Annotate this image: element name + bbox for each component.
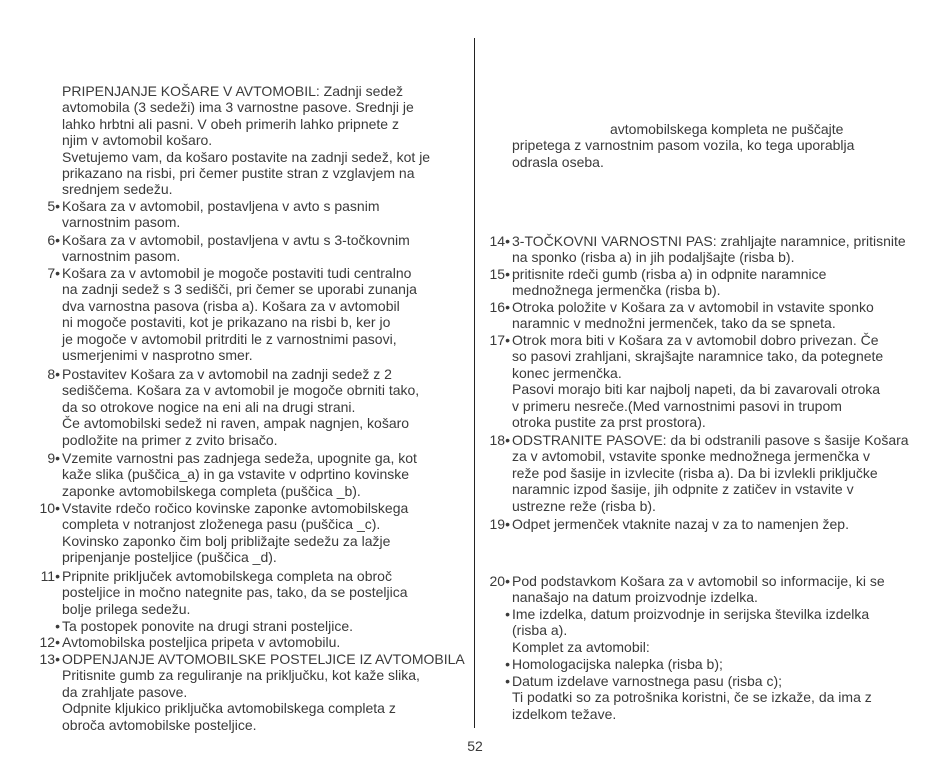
text-line: Avtomobilska posteljica pripeta v avtomobilu.	[62, 634, 341, 650]
text-line: ODPENJANJE AVTOMOBILSKE POSTELJICE IZ AVTOMOBILA	[62, 651, 465, 667]
page-number: 52	[467, 738, 483, 754]
item-number: 15•	[489, 266, 510, 282]
text-line: v primeru nesreče.(Med varnostnimi pasovi in trupom	[512, 397, 842, 414]
text-line: Ti podatki so za potrošnika koristni, če se izkaže, da ima z	[512, 689, 872, 706]
item-number: 11•	[40, 568, 60, 584]
text-line: na zadnji sedež s 3 sedišči, pri čemer se uporabi zunanja	[62, 281, 417, 298]
text-line: Otrok mora biti v Košara za v avtomobil dobro privezan. Če	[512, 332, 879, 348]
text-line: kaže slika (puščica_a) in ga vstavite v odprtino kovinske	[62, 466, 410, 483]
item-number: 9•	[47, 450, 60, 466]
text-line: 3-TOČKOVNI VARNOSTNI PAS: zrahljajte naramnice, pritisnite	[512, 233, 906, 249]
text-line: Košara za v avtomobil, postavljena v avto s pasnim	[62, 198, 380, 214]
text-line: ni mogoče postaviti, kot je prikazano na risbi b, ker jo	[62, 314, 391, 331]
item-number: 13•	[39, 651, 60, 667]
item-number: 8•	[47, 366, 60, 382]
text-line: completa v notranjost zloženega pasu (puščica _c).	[62, 516, 381, 533]
text-line: Pripnite priključek avtomobilskega completa na obroč	[62, 568, 392, 584]
text-line: avtomobilskega kompleta ne puščajte	[610, 121, 844, 137]
text-line: Svetujemo vam, da košaro postavite na zadnji sedež, kot je	[62, 148, 431, 165]
text-line: pripetega z varnostnim pasom vozila, ko tega uporablja	[512, 137, 855, 154]
text-line: prikazano na risbi, pri čemer pustite stran z vzglavjem na	[62, 165, 415, 182]
text-line: Kovinsko zaponko čim bolj približajte sedežu za lažje	[62, 532, 391, 549]
text-line: Košara za v avtomobil, postavljena v avtu s 3-točkovnim	[62, 232, 410, 248]
item-number: 18•	[489, 432, 510, 448]
text-line: izdelkom težave.	[512, 705, 617, 722]
text-line: naramnic izpod šasije, jih odpnite z zatičev in vstavite v	[512, 481, 854, 498]
item-number: 5•	[47, 198, 60, 214]
item-number: 19•	[489, 516, 510, 532]
text-line: zaponke avtomobilskega completa (puščica _b).	[62, 482, 361, 499]
text-line: ustrezne reže (risba b).	[512, 497, 656, 514]
text-line: PRIPENJANJE KOŠARE V AVTOMOBIL: Zadnji sedež	[62, 83, 404, 99]
text-line: Odpnite kljukico priključka avtomobilskega completa z	[62, 700, 396, 717]
text-line: za v avtomobil, vstavite sponke mednožnega jermenčka v	[512, 448, 870, 465]
intro-paragraph	[62, 83, 487, 198]
text-line: bolje prilega sedežu.	[62, 600, 191, 617]
text-line: da zrahljate pasove.	[62, 683, 188, 700]
text-line: Pod podstavkom Košara za v avtomobil so informacije, ki se	[512, 573, 885, 589]
text-line: usmerjenimi v nasprotno smer.	[62, 347, 253, 364]
text-line: Vstavite rdečo ročico kovinske zaponke avtomobilskega	[62, 500, 409, 516]
text-line: varnostnim pasom.	[62, 214, 181, 231]
text-line: Otroka položite v Košara za v avtomobil in vstavite sponko	[512, 299, 874, 315]
item-number: 16•	[489, 299, 510, 315]
text-line: (risba a).	[512, 622, 568, 639]
text-line: odrasla oseba.	[512, 153, 604, 170]
text-line: varnostnim pasom.	[62, 248, 181, 265]
text-line: Pritisnite gumb za reguliranje na priključku, kot kaže slika,	[62, 667, 420, 684]
text-line: Pasovi morajo biti kar najbolj napeti, da bi zavarovali otroka	[512, 381, 881, 398]
text-line: pritisnite rdeči gumb (risba a) in odpnite naramnice	[512, 266, 827, 282]
text-line: da so otrokove nogice na eni ali na drugi strani.	[62, 398, 356, 415]
text-line: Ta postopek ponovite na drugi strani posteljice.	[62, 618, 354, 634]
item-number: 14•	[489, 233, 510, 249]
text-line: reže pod šasije in izvlecite (risba a). Da bi izvlekli priključke	[512, 464, 878, 481]
text-line: Vzemite varnostni pas zadnjega sedeža, upognite ga, kot	[62, 450, 417, 466]
text-line: srednjem sedežu.	[62, 181, 173, 198]
text-line: ODSTRANITE PASOVE: da bi odstranili pasove s šasije Košara	[512, 432, 909, 448]
item-number: •	[505, 656, 510, 672]
item-number: 20•	[489, 573, 510, 589]
text-line: Ime izdelka, datum proizvodnje in serijska številka izdelka	[512, 606, 870, 622]
text-line: Odpet jermenček vtaknite nazaj v za to namenjen žep.	[512, 516, 849, 532]
text-line: lahko hrbtni ali pasni. V obeh primerih lahko pripnete z	[62, 115, 399, 132]
text-line: dva varnostna pasova (risba a). Košara za v avtomobil	[62, 297, 400, 314]
text-line: naramnic v mednožni jermenček, tako da se spneta.	[512, 315, 836, 332]
text-line: so pasovi zrahljani, skrajšajte naramnice tako, da potegnete	[512, 348, 884, 365]
item-number: 7•	[47, 265, 60, 281]
text-line: je mogoče v avtomobil pritrditi le z varnostnimi pasovi,	[62, 330, 397, 347]
text-line: Komplet za avtomobil:	[512, 638, 650, 655]
warning-paragraph	[512, 121, 937, 170]
text-line: na sponko (risba a) in jih podaljšajte (risba b).	[512, 249, 795, 266]
text-line: Košara za v avtomobil je mogoče postaviti tudi centralno	[62, 265, 412, 281]
text-line: posteljice in močno nategnite pas, tako, da se posteljica	[62, 584, 408, 601]
item-number: •	[55, 618, 60, 634]
text-line: podložite na primer z zvito brisačo.	[62, 431, 278, 448]
text-line: konec jermenčka.	[512, 364, 622, 381]
text-line: obroča avtomobilske posteljice.	[62, 716, 257, 733]
text-line: pripenjanje posteljice (puščica _d).	[62, 549, 277, 566]
item-number: 6•	[47, 232, 60, 248]
text-line: Postavitev Košara za v avtomobil na zadnji sedež z 2	[62, 366, 392, 382]
text-line: mednožnega jermenčka (risba b).	[512, 282, 721, 299]
item-number: •	[505, 673, 510, 689]
item-number: 10•	[39, 500, 60, 516]
text-line: Datum izdelave varnostnega pasu (risba c);	[512, 673, 783, 689]
text-line: avtomobila (3 sedeži) ima 3 varnostne pasove. Srednji je	[62, 99, 414, 116]
text-line: otroka pustite za prst prostora).	[512, 414, 706, 431]
item-number: 12•	[39, 634, 60, 650]
item-number: •	[505, 606, 510, 622]
text-line: nanašajo na datum proizvodnje izdelka.	[512, 589, 758, 606]
text-line: sediščema. Košara za v avtomobil je mogoče obrniti tako,	[62, 382, 420, 399]
item-number: 17•	[489, 332, 510, 348]
text-line: njim v avtomobil košaro.	[62, 132, 213, 149]
text-line: Homologacijska nalepka (risba b);	[512, 656, 723, 672]
text-line: Če avtomobilski sedež ni raven, ampak nagnjen, košaro	[62, 415, 410, 432]
